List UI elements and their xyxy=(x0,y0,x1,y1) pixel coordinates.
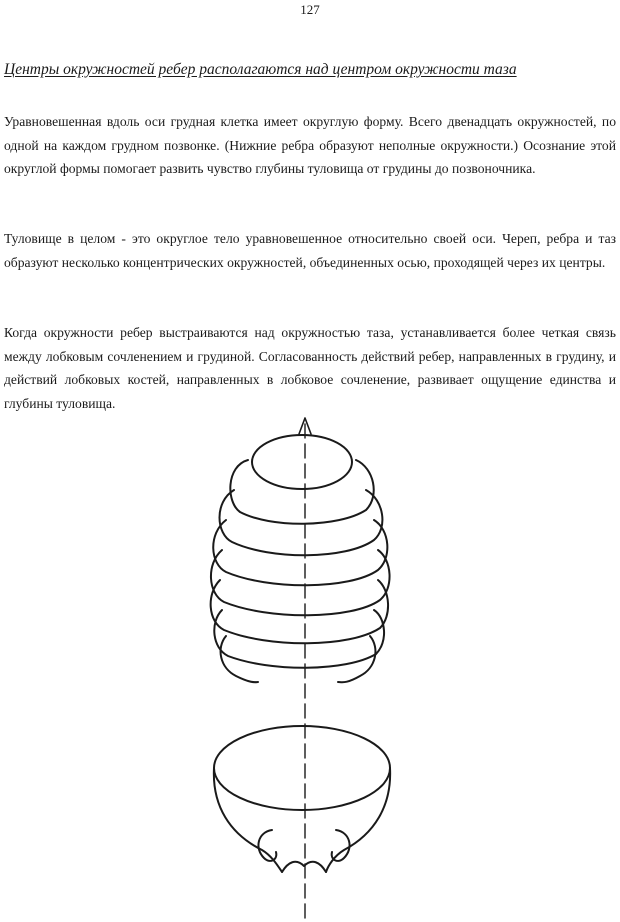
page-number: 127 xyxy=(300,2,320,17)
rib-ring xyxy=(211,550,390,615)
ribcage-pelvis-illustration xyxy=(160,410,460,922)
rib-ring xyxy=(214,610,384,668)
rib-ring xyxy=(220,490,383,555)
section-heading: Центры окружностей ребер располагаются над центром окружности таза xyxy=(4,61,517,78)
paragraph-torso-axis: Туловище в целом - это округлое тело уравновешенное относительно своей оси. Череп, ребра и таз образуют несколько концентрических окружностей, объединенных осью, проходящей через их центры. xyxy=(4,231,616,270)
rib-ring-top xyxy=(252,435,352,489)
pelvis-basin xyxy=(214,768,282,872)
rib-rings xyxy=(211,435,390,682)
pubic-arch xyxy=(282,862,326,872)
pelvis xyxy=(214,726,390,872)
pelvis-rim xyxy=(214,726,390,810)
rib-ring xyxy=(213,520,387,585)
paragraph-rib-circles: Уравновешенная вдоль оси грудная клетка имеет округлую форму. Всего двенадцать окружностей, по одной на каждом грудном позвонке. (Нижние ребра образуют неполные окружности.) Осознание этой округлой формы помогает развить чувство глубины туловища от грудины до позвоночника. xyxy=(4,114,616,176)
rib-ring xyxy=(211,580,388,643)
rib-ring-bottom xyxy=(338,636,375,682)
pelvis-basin xyxy=(326,768,390,872)
obturator-right xyxy=(332,830,350,861)
paragraph-ribs-over-pelvis: Когда окружности ребер выстраиваются над окружностью таза, устанавливается более четкая связь между лобковым сочленением и грудиной. Согласованность действий ребер, направленных в грудину, и действий лобковых костей, направленных в лобковое сочленение, развивает ощущение единства и глубины туловища. xyxy=(4,325,616,411)
rib-ring xyxy=(230,460,373,524)
obturator-left xyxy=(258,830,276,861)
